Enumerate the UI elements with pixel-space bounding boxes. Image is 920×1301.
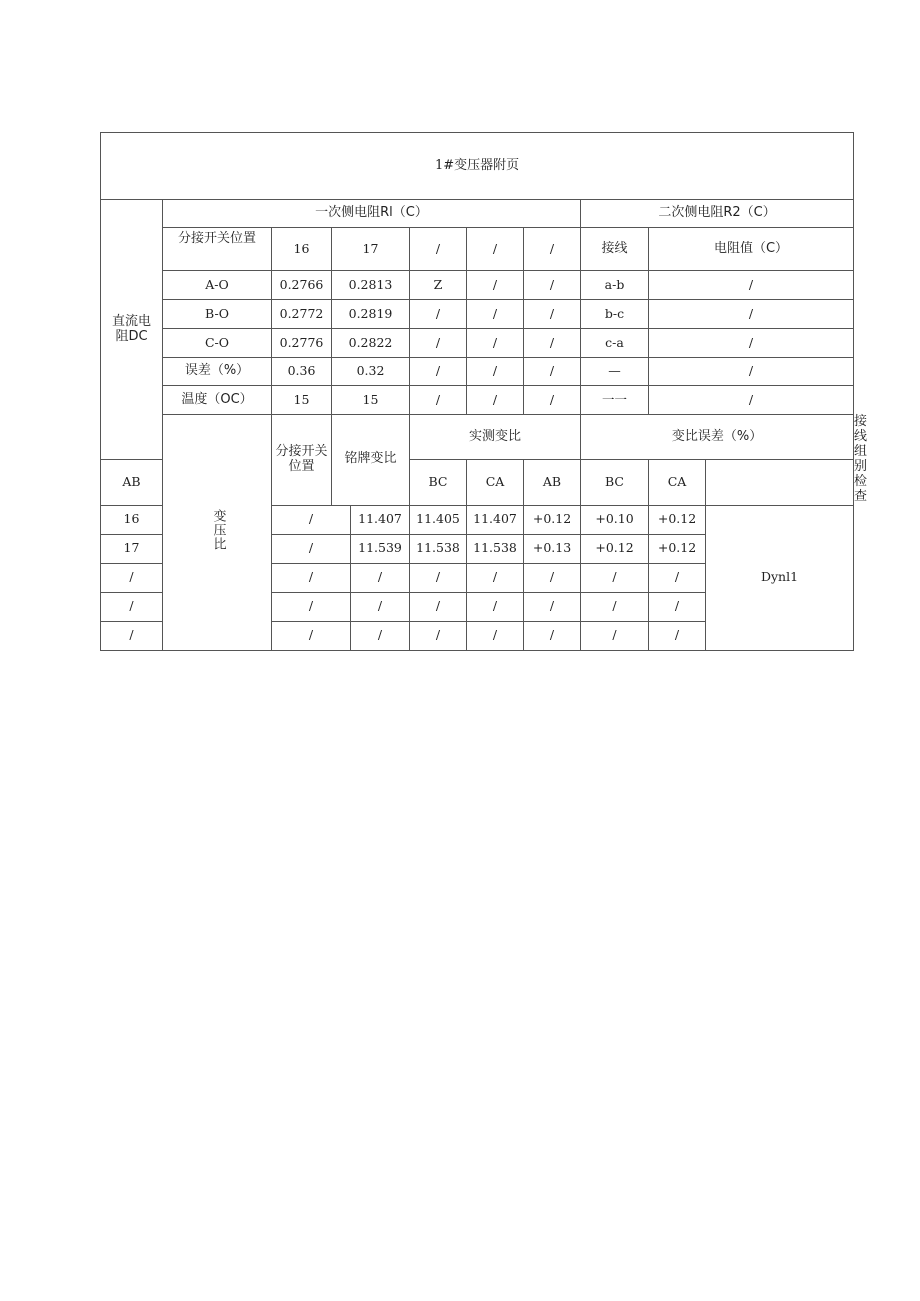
dc-value: / xyxy=(410,386,467,415)
error-bc: +0.10 xyxy=(581,505,649,534)
nameplate-ratio: / xyxy=(272,621,351,650)
dc-tap-label: 分接开关位置 xyxy=(163,228,272,271)
error-bc: +0.12 xyxy=(581,534,649,563)
error-ab: / xyxy=(524,563,581,592)
error-ca: / xyxy=(649,621,706,650)
measured-ca-header: CA xyxy=(467,460,524,505)
measured-ca: 11.538 xyxy=(467,534,524,563)
error-ca: +0.12 xyxy=(649,534,706,563)
measured-ca: / xyxy=(467,592,524,621)
error-ab: / xyxy=(524,592,581,621)
wiring-value: c-a xyxy=(581,329,649,358)
dc-value: / xyxy=(410,329,467,358)
page-title: 1#变压器附页 xyxy=(101,133,854,200)
dc-value: / xyxy=(524,300,581,329)
dc-value: 0.2822 xyxy=(332,329,410,358)
measured-ab: / xyxy=(351,592,410,621)
measured-ca: / xyxy=(467,563,524,592)
dc-value: / xyxy=(524,329,581,358)
dc-value: 0.2813 xyxy=(332,271,410,300)
dc-value: / xyxy=(467,329,524,358)
resistance-value-label: 电阻值（C） xyxy=(649,228,854,271)
dc-value: / xyxy=(467,358,524,386)
error-ca: / xyxy=(649,592,706,621)
measured-ab: 11.539 xyxy=(351,534,410,563)
nameplate-ratio: / xyxy=(272,505,351,534)
dc-value: 15 xyxy=(272,386,332,415)
ratio-error-label: 变比误差（%） xyxy=(581,415,854,460)
error-ab: +0.12 xyxy=(524,505,581,534)
error-ab-header: AB xyxy=(524,460,581,505)
wiring-value: b-c xyxy=(581,300,649,329)
dc-error-label: 误差（%） xyxy=(163,358,272,386)
dc-value: 0.32 xyxy=(332,358,410,386)
transformer-appendix-table: 1#变压器附页 直流电阻DC 一次侧电阻Rl（C） 二次侧电阻R2（C） 分接开关位置 16 17 / / / 接线 电阻值（C） A-O 0.2766 0.2813 Z / / a-b / B-O 0.2772 0.2819 / / / b-c / C-O 0.2776 0.2822 / / / c-a / 误差（%） 0.36 0.32 / / / — / 温度（OC） 15 15 / / / 一一 / 变压比 分接开关位置 铭牌变比 实测变比 变比误差（%） 接线组别检查 AB BC CA AB BC CA 16 / 11.407 11.405 11.407 +0.12 +0.10 +0.12 Dynl1 17 / 11.539 11.538 11.538 +0.13 +0.12 +0.12 / / / / / / / / / / / / / / / / / / / / / / / / xyxy=(100,132,854,651)
dc-value: / xyxy=(524,271,581,300)
ratio-tap-label: 分接开关位置 xyxy=(272,415,332,506)
dc-value: Z xyxy=(410,271,467,300)
dc-value: 0.36 xyxy=(272,358,332,386)
error-ab: +0.13 xyxy=(524,534,581,563)
resistance-value: / xyxy=(649,271,854,300)
dc-tap-1: 16 xyxy=(272,228,332,271)
wiring-group-value: Dynl1 xyxy=(706,505,854,650)
ratio-tap: / xyxy=(101,563,163,592)
dc-value: 15 xyxy=(332,386,410,415)
ratio-section-text: 变压比 xyxy=(210,508,226,551)
dc-row-label: B-O xyxy=(163,300,272,329)
measured-ca: 11.407 xyxy=(467,505,524,534)
error-bc: / xyxy=(581,563,649,592)
ratio-tap: 16 xyxy=(101,505,163,534)
dc-value: / xyxy=(467,271,524,300)
wiring-value: — xyxy=(581,358,649,386)
dc-tap-5: / xyxy=(524,228,581,271)
ratio-tap: / xyxy=(101,621,163,650)
dc-section-label: 直流电阻DC xyxy=(101,200,163,460)
error-bc: / xyxy=(581,592,649,621)
dc-row-label: A-O xyxy=(163,271,272,300)
resistance-value: / xyxy=(649,386,854,415)
resistance-value: / xyxy=(649,329,854,358)
error-bc-header: BC xyxy=(581,460,649,505)
nameplate-ratio: / xyxy=(272,534,351,563)
measured-ratio-label: 实测变比 xyxy=(410,415,581,460)
dc-value: 0.2819 xyxy=(332,300,410,329)
ratio-tap: / xyxy=(101,592,163,621)
error-bc: / xyxy=(581,621,649,650)
secondary-resistance-header: 二次侧电阻R2（C） xyxy=(581,200,854,228)
dc-value: / xyxy=(467,386,524,415)
wiring-label: 接线 xyxy=(581,228,649,271)
error-ca: / xyxy=(649,563,706,592)
dc-tap-2: 17 xyxy=(332,228,410,271)
resistance-value: / xyxy=(649,358,854,386)
error-ab: / xyxy=(524,621,581,650)
nameplate-ratio: / xyxy=(272,592,351,621)
measured-ab: 11.407 xyxy=(351,505,410,534)
dc-value: / xyxy=(467,300,524,329)
dc-tap-3: / xyxy=(410,228,467,271)
dc-value: 0.2776 xyxy=(272,329,332,358)
measured-ca: / xyxy=(467,621,524,650)
measured-ab-header: AB xyxy=(101,460,163,505)
primary-resistance-header: 一次侧电阻Rl（C） xyxy=(163,200,581,228)
dc-temperature-label: 温度（OC） xyxy=(163,386,272,415)
wiring-value: 一一 xyxy=(581,386,649,415)
error-ca: +0.12 xyxy=(649,505,706,534)
nameplate-ratio: / xyxy=(272,563,351,592)
ratio-section-label xyxy=(163,415,272,651)
measured-bc-header: BC xyxy=(410,460,467,505)
dc-value: 0.2766 xyxy=(272,271,332,300)
report-page xyxy=(100,132,868,651)
measured-bc: 11.405 xyxy=(410,505,467,534)
dc-value: / xyxy=(524,386,581,415)
measured-bc: / xyxy=(410,592,467,621)
resistance-value: / xyxy=(649,300,854,329)
measured-bc: / xyxy=(410,621,467,650)
dc-row-label: C-O xyxy=(163,329,272,358)
measured-ab: / xyxy=(351,621,410,650)
dc-tap-4: / xyxy=(467,228,524,271)
dc-value: 0.2772 xyxy=(272,300,332,329)
measured-bc: 11.538 xyxy=(410,534,467,563)
dc-value: / xyxy=(410,358,467,386)
nameplate-ratio-label: 铭牌变比 xyxy=(332,415,410,506)
measured-ab: / xyxy=(351,563,410,592)
dc-value: / xyxy=(410,300,467,329)
wiring-value: a-b xyxy=(581,271,649,300)
measured-bc: / xyxy=(410,563,467,592)
error-ca-header: CA xyxy=(649,460,706,505)
ratio-tap: 17 xyxy=(101,534,163,563)
dc-value: / xyxy=(524,358,581,386)
